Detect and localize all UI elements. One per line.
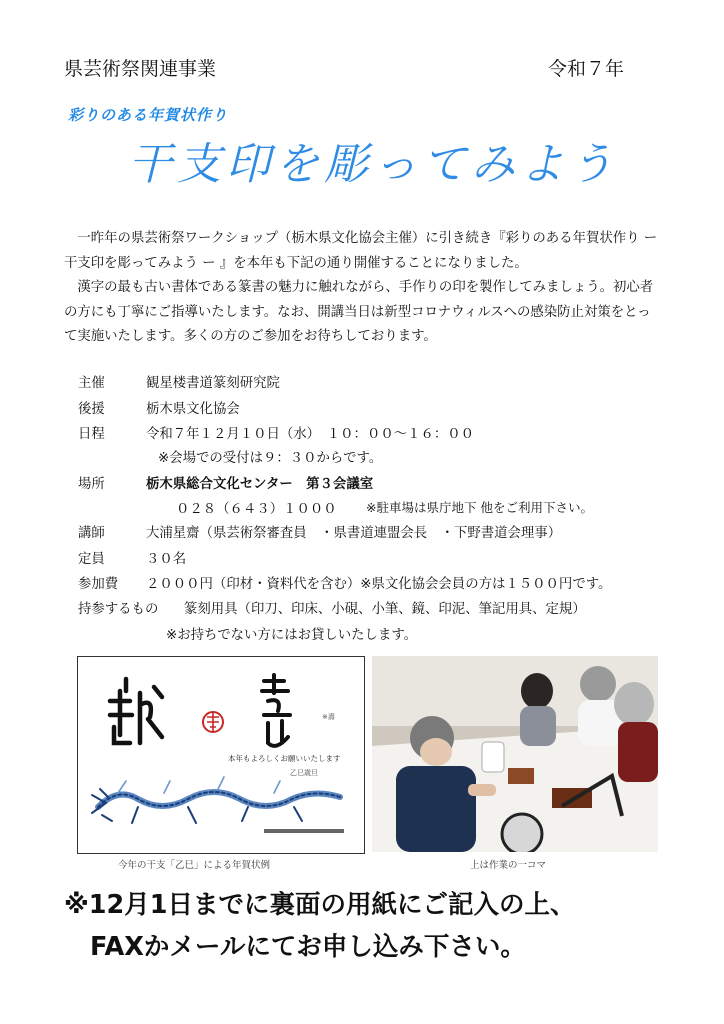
detail-label: 参加費	[78, 577, 119, 592]
application-notice	[64, 884, 576, 968]
detail-label: 持参するもの	[78, 602, 159, 617]
caption-photo: 上は作業の一コマ	[470, 860, 547, 871]
detail-support	[78, 398, 240, 417]
detail-value: 令和７年１２月１０日（水） １０：００～１６：００	[146, 427, 475, 442]
detail-value: ３０名	[146, 552, 187, 567]
dragon-illustration	[92, 777, 340, 823]
detail-label: 場所	[78, 477, 105, 492]
bring-note: ※お持ちでない方にはお貸しいたします。	[166, 628, 418, 643]
subtitle: 彩りのある年賀状作り	[68, 106, 229, 124]
detail-value: 栃木県文化協会	[146, 402, 240, 417]
intro-paragraph-2: 漢字の最も古い書体である篆書の魅力に触れながら、手作りの印を製作してみましょう。初心者の方にも丁寧にご指導いたします。なお、開講当日は新型コロナウィルスへの感染防止対策をとって実施いたします。多くの方のご参加をお待ちしております。	[64, 280, 654, 344]
detail-schedule	[78, 423, 474, 442]
detail-capacity	[78, 548, 186, 567]
seal-script-glyph-right	[262, 675, 290, 746]
venue-phone: ０２８（６４３）１０００	[176, 502, 337, 517]
card-small-mark: ※壽	[322, 713, 335, 721]
detail-venue	[78, 473, 373, 492]
seal-script-glyph-left	[110, 679, 162, 743]
intro-text	[64, 227, 660, 350]
intro-paragraph-1: 一昨年の県芸術祭ワークショップ（栃木県文化協会主催）に引き続き『彩りのある年賀状作り ー 干支印を彫ってみよう ー 』を本年も下記の通り開催することになりました。	[64, 231, 658, 271]
red-seal-stamp	[203, 712, 223, 732]
detail-fee	[78, 573, 611, 592]
detail-label: 講師	[78, 526, 105, 541]
detail-instructor	[78, 522, 561, 541]
detail-bring	[78, 598, 586, 617]
header-program: 県芸術祭関連事業	[64, 58, 217, 80]
detail-label: 日程	[78, 427, 105, 442]
detail-value: ２０００円（印材・資料代を含む）※県文化協会会員の方は１５００円です。	[146, 577, 612, 592]
notice-line-2: FAXかメールにてお申し込み下さい。	[90, 932, 526, 962]
schedule-note: ※会場での受付は９：３０からです。	[158, 451, 383, 466]
card-footer-text-line	[264, 829, 344, 833]
detail-organizer	[78, 372, 280, 391]
detail-value: 大浦星齋（県芸術祭審査員 ・県書道連盟会長 ・下野書道会理事）	[146, 526, 562, 541]
page-title: 干支印を彫ってみよう	[128, 139, 618, 190]
detail-label: 定員	[78, 552, 105, 567]
card-date: 乙巳歳旦	[290, 769, 318, 777]
workshop-scene	[372, 656, 658, 852]
workshop-photo	[372, 656, 658, 852]
detail-label: 主催	[78, 376, 105, 391]
notice-line-1: ※12月1日までに裏面の用紙にご記入の上、	[64, 890, 576, 920]
detail-value: 栃木県総合文化センター 第３会議室	[146, 477, 374, 492]
new-year-card-example	[77, 656, 365, 854]
card-greeting: 本年もよろしくお願いいたします	[228, 754, 341, 763]
detail-label: 後援	[78, 402, 105, 417]
venue-parking-note: ※駐車場は県庁地下 他をご利用下さい。	[366, 500, 593, 515]
detail-value: 篆刻用具（印刀、印床、小硯、小筆、鏡、印泥、筆記用具、定規）	[184, 602, 586, 617]
caption-card-example: 今年の干支「乙巳」による年賀状例	[118, 860, 271, 871]
card-illustration	[78, 657, 364, 853]
detail-value: 観星楼書道篆刻研究院	[146, 376, 280, 391]
header-year: 令和７年	[548, 58, 625, 80]
